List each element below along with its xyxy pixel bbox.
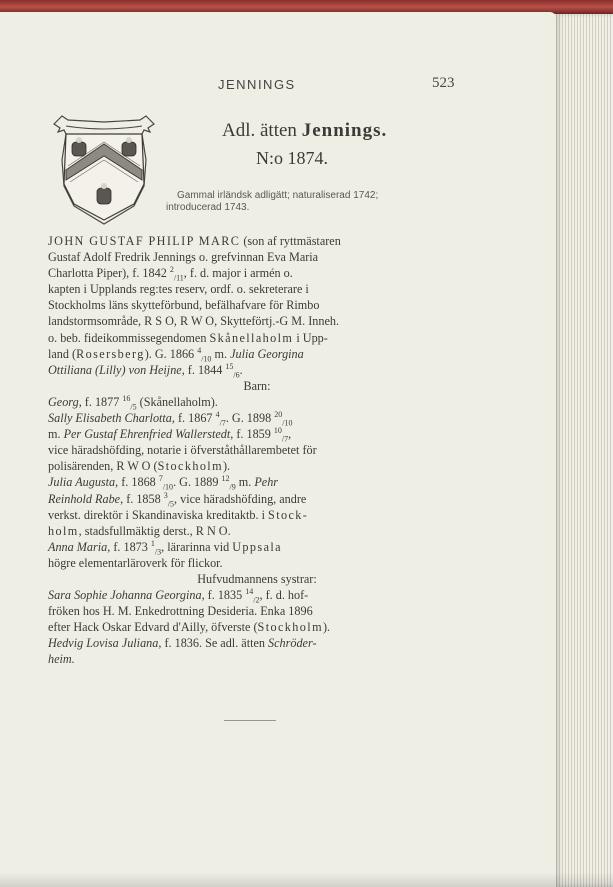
child-entry	[48, 474, 466, 490]
date-month: /2	[253, 595, 260, 605]
entry-text: , f. 1873	[107, 539, 151, 554]
date-day: 1	[150, 538, 155, 548]
page-number: 523	[432, 75, 455, 91]
entry-text: . G. 1898	[225, 411, 275, 426]
date-month: /6	[233, 370, 240, 380]
page-bottom-shadow	[0, 872, 613, 887]
family-number: N:o 1874.	[256, 148, 328, 168]
entry-text: o. beb. fideikommissegendomen	[48, 330, 210, 345]
genealogy-entry	[48, 233, 466, 668]
spouse-name: Pehr	[254, 475, 279, 490]
date-month: /10	[282, 418, 293, 428]
entry-line: fröken hos H. M. Enkedrottning Desideria. Enka 1896	[48, 604, 313, 619]
entry-line: Gustaf Adolf Fredrik Jennings o. grefvinnan Eva Maria	[48, 250, 319, 265]
entry-text: , f. d. hof-	[259, 588, 309, 603]
sister-name: Sara Sophie Johanna Georgina	[48, 588, 202, 603]
date-month: /5	[130, 402, 137, 412]
entry-text: ).	[322, 620, 331, 635]
entry-text: , f. 1868	[115, 475, 159, 490]
entry-text: , lärarinna vid	[161, 539, 233, 554]
title-prefix: Adl. ätten	[222, 120, 297, 141]
entry-line: vice häradshöfding, notarie i öfverståthållarembetet för	[48, 443, 317, 458]
entry-text: (son af ryttmästaren	[240, 234, 341, 248]
family-title	[222, 120, 387, 142]
entry-text: , f. 1835	[201, 588, 246, 603]
date-month: /10	[162, 482, 174, 492]
place-name: Uppsala	[232, 539, 282, 554]
entry-line: landstormsområde, R S O, R W O, Skytteförtj.-G M. Inneh.	[48, 314, 340, 329]
date-day: 12	[221, 474, 230, 484]
entry-text: i Upp-	[293, 330, 328, 345]
sister-entry	[48, 587, 466, 603]
child-entry	[48, 539, 466, 555]
entry-text: m.	[48, 427, 64, 442]
date-month: /9	[229, 482, 236, 492]
place-name: holm	[48, 523, 79, 538]
date-day: 15	[225, 361, 234, 371]
entry-text: .	[239, 362, 243, 377]
head-name: JOHN GUSTAF PHILIP MARC	[48, 234, 241, 248]
entry-line: Stockholms läns skytteförbund, befälhafvare för Rimbo	[48, 298, 320, 313]
child-entry	[48, 394, 466, 410]
origin-line-2: introducerad 1743.	[166, 202, 250, 213]
origin-line-1: Gammal irländsk adligätt; naturaliserad 1742;	[177, 190, 379, 201]
entry-text: ).	[222, 459, 231, 474]
date-day: 2	[169, 265, 174, 275]
sister-name: Hedvig Lovisa Juliana	[48, 636, 159, 651]
coat-of-arms-image	[48, 114, 160, 228]
date-day: 14	[245, 587, 254, 596]
entry-text: ). G. 1866	[144, 346, 198, 361]
entry-text: , f. 1844	[181, 362, 226, 377]
entry-text: m.	[235, 475, 255, 490]
spouse-name: Ottiliana (Lilly) von Heijne	[48, 362, 182, 377]
date-month: /10	[201, 354, 212, 364]
place-name: Rosersberg	[76, 346, 145, 361]
date-day: 16	[122, 393, 131, 403]
child-name: Anna Maria	[48, 539, 108, 554]
date-day: 3	[163, 490, 168, 500]
entry-line	[48, 619, 466, 635]
section-divider	[224, 720, 276, 721]
entry-text: Charlotta Piper), f. 1842	[48, 266, 170, 281]
spouse-name: Reinhold Rabe	[48, 491, 121, 506]
entry-text: , vice häradshöfding, andre	[174, 491, 307, 506]
entry-text: , f. 1867	[171, 411, 216, 426]
entry-text: , f. 1836. Se adl. ätten	[158, 636, 269, 651]
entry-text: ,	[288, 427, 292, 442]
date-month: /3	[154, 547, 162, 557]
cross-reference: heim.	[48, 652, 75, 667]
child-name: Sally Elisabeth Charlotta	[48, 411, 172, 426]
place-name: Stock-	[268, 507, 309, 522]
entry-line	[48, 491, 466, 507]
place-name: Stockholm	[157, 459, 223, 474]
entry-text: land (	[48, 346, 77, 361]
entry-line	[48, 362, 466, 378]
entry-text: , f. d. major i armén o.	[183, 266, 293, 281]
entry-line	[48, 346, 466, 362]
spouse-name: Julia Georgina	[230, 346, 304, 361]
entry-text: polisärenden, R W O (	[48, 459, 158, 474]
spouse-name: Per Gustaf Ehrenfried Wallerstedt	[63, 427, 231, 442]
family-surname: Jennings.	[301, 120, 388, 141]
date-day: 7	[158, 474, 163, 484]
entry-line	[48, 458, 466, 474]
child-name: Georg	[48, 394, 79, 409]
entry-line	[48, 507, 466, 523]
page-edges	[556, 14, 613, 887]
estate-name: Skånellaholm	[209, 330, 294, 345]
date-day: 4	[197, 345, 202, 355]
cross-reference: Schröder-	[268, 636, 317, 651]
entry-text: . G. 1889	[173, 475, 222, 490]
entry-line	[48, 426, 466, 442]
date-month: /5	[167, 498, 174, 508]
date-day: 4	[215, 409, 220, 419]
date-month: /7	[219, 418, 226, 428]
children-heading: Barn:	[243, 378, 271, 393]
child-name: Julia Augusta	[48, 475, 116, 490]
entry-line	[48, 233, 466, 249]
entry-line	[48, 523, 466, 539]
date-month: /11	[173, 273, 184, 283]
entry-text: , f. 1859	[230, 427, 274, 442]
date-month: /7	[281, 434, 289, 444]
entry-text: , stadsfullmäktig derst., R N O.	[78, 523, 231, 538]
family-origin-note	[166, 190, 546, 214]
sisters-heading: Hufvudmannens systrar:	[197, 571, 317, 586]
entry-line	[48, 265, 466, 281]
sister-entry	[48, 635, 466, 651]
entry-text: , f. 1858	[120, 491, 164, 506]
entry-text: m.	[211, 346, 231, 361]
entry-line: kapten i Upplands reg:tes reserv, ordf. o. sekreterare i	[48, 282, 309, 297]
entry-text: verkst. direktör i Skandinaviska kreditaktb. i	[48, 507, 269, 522]
entry-text: (Skånellaholm).	[136, 394, 218, 409]
date-day: 10	[273, 426, 282, 436]
entry-line: högre elementarläroverk för flickor.	[48, 555, 223, 570]
place-name: Stockholm	[257, 620, 323, 635]
date-day: 20	[274, 409, 283, 419]
running-header: JENNINGS	[218, 77, 296, 92]
child-entry	[48, 410, 466, 426]
entry-line	[48, 330, 466, 346]
entry-text: , f. 1877	[78, 394, 123, 409]
entry-text: efter Hack Oskar Edvard d'Ailly, öfverste (	[48, 620, 258, 635]
